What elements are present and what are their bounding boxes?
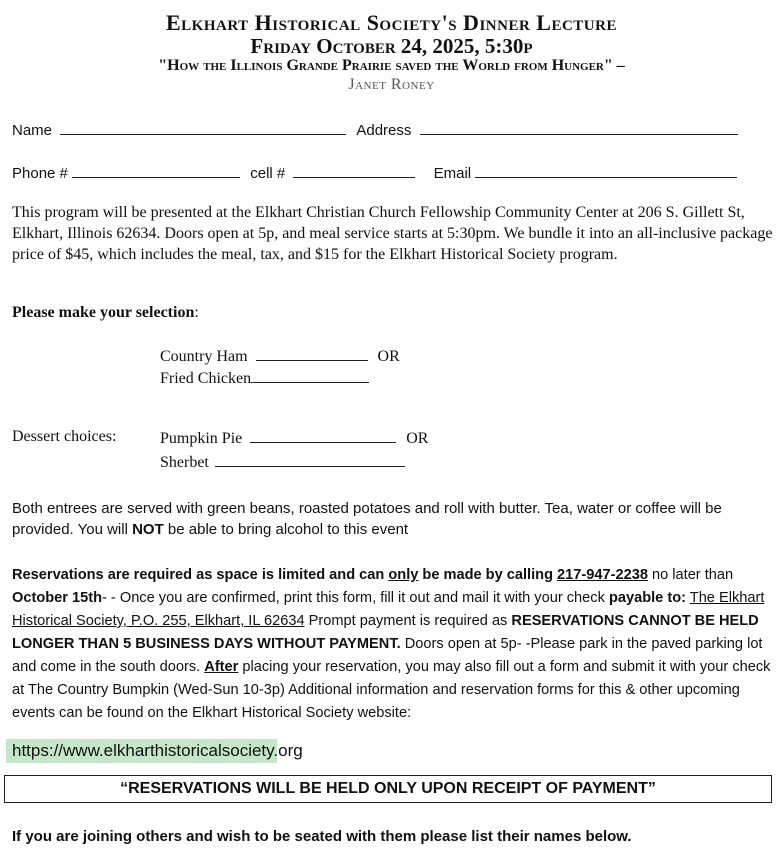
join-others-instruction: If you are joining others and wish to be seated with them please list their names below. (12, 828, 632, 845)
name-field[interactable] (60, 120, 346, 135)
dessert-option-1 (160, 428, 428, 448)
dessert-or: OR (406, 430, 429, 447)
resv-text-7: placing your reservation, you may also fill out a form and submit it with your check at The Country Bumpkin (Wed-Sun 10-3p) Additional information and reservation forms for this & other upcoming events can be found on the Elkhart Historical Society website: (12, 659, 771, 721)
program-description: This program will be presented at the Elkhart Christian Church Fellowship Community Center at 206 S. Gillett St, Elkhart, Illinois 62634. Doors open at 5p, and meal service starts at 5:30pm. We bundle it into an all-inclusive package price of $45, which includes the meal, tax, and $15 for the Elkhart Historical Society program. (12, 204, 773, 263)
speaker-name: Janet Roney (348, 76, 435, 93)
entrees-not: NOT (132, 521, 164, 538)
name-label: Name (12, 122, 53, 139)
phone-label: Phone # (12, 165, 68, 182)
entrees-info (12, 498, 782, 540)
entree-or: OR (377, 348, 400, 365)
resv-text-3: no later than (647, 567, 734, 583)
reservation-info (12, 564, 782, 725)
phone-field[interactable] (72, 163, 240, 178)
entree-chicken-field[interactable] (251, 368, 369, 383)
resv-required (12, 567, 648, 583)
resv-text-5: Prompt payment is required as (304, 613, 512, 629)
resv-text-4: - - Once you are confirmed, print this form, fill it out and mail it with your check (102, 590, 609, 606)
dessert-pumpkin-pie: Pumpkin Pie (160, 430, 243, 447)
resv-deadline: October 15th (12, 590, 103, 606)
selection-colon: : (194, 304, 199, 321)
entree-fried-chicken: Fried Chicken (160, 370, 252, 387)
resv-text-1: Reservations are required as space is limited and can (12, 567, 389, 583)
dessert-sherbet-field[interactable] (215, 452, 405, 467)
resv-after: After (204, 659, 239, 675)
entree-option-1 (160, 346, 400, 366)
dessert-option-2 (160, 452, 405, 472)
cell-label: cell # (250, 165, 286, 182)
entree-country-ham: Country Ham (160, 348, 248, 365)
website-link[interactable] (6, 739, 409, 763)
cell-field[interactable] (293, 163, 415, 178)
entrees-text-end: be able to bring alcohol to this event (163, 521, 409, 538)
address-label: Address (356, 122, 412, 139)
dessert-label: Dessert choices: (12, 428, 117, 445)
name-address-row (12, 120, 738, 139)
resv-text-2: be made by calling (418, 567, 558, 583)
entree-ham-field[interactable] (256, 346, 368, 361)
lecture-title: "How the Illinois Grande Prairie saved the World from Hunger" – (158, 57, 625, 74)
event-title: Elkhart Historical Society's Dinner Lecture (166, 10, 617, 35)
event-date: Friday October 24, 2025, 5:30p (250, 34, 533, 58)
resv-only: only (388, 567, 419, 583)
address-field[interactable] (420, 120, 738, 135)
email-field[interactable] (475, 163, 737, 178)
resv-phone[interactable]: 217-947-2238 (557, 567, 648, 583)
dessert-sherbet: Sherbet (160, 454, 209, 471)
selection-title: Please make your selection (12, 304, 195, 321)
entree-option-2 (160, 368, 369, 388)
phone-row (12, 163, 737, 182)
resv-mail-address: The Elkhart Historical Society, P.O. 255, Elkhart, IL 62634 (12, 590, 765, 629)
selection-heading (12, 304, 782, 322)
resv-text-6: Doors open at 5p- -Please park in the paved parking lot and come in the south doors. (12, 636, 763, 675)
entrees-text: Both entrees are served with green beans, roasted potatoes and roll with butter. Tea, water or coffee will be provided. You will (12, 500, 722, 538)
email-label: Email (433, 165, 472, 182)
website-url[interactable]: https://www.elkharthistoricalsociety.org (12, 741, 303, 760)
dessert-pie-field[interactable] (250, 428, 396, 443)
resv-payable: payable to: (608, 590, 686, 606)
resv-warning: RESERVATIONS CANNOT BE HELD LONGER THAN 5 BUSINESS DAYS WITHOUT PAYMENT. (12, 613, 759, 652)
payment-notice-box: “RESERVATIONS WILL BE HELD ONLY UPON RECEIPT OF PAYMENT” (4, 775, 772, 803)
